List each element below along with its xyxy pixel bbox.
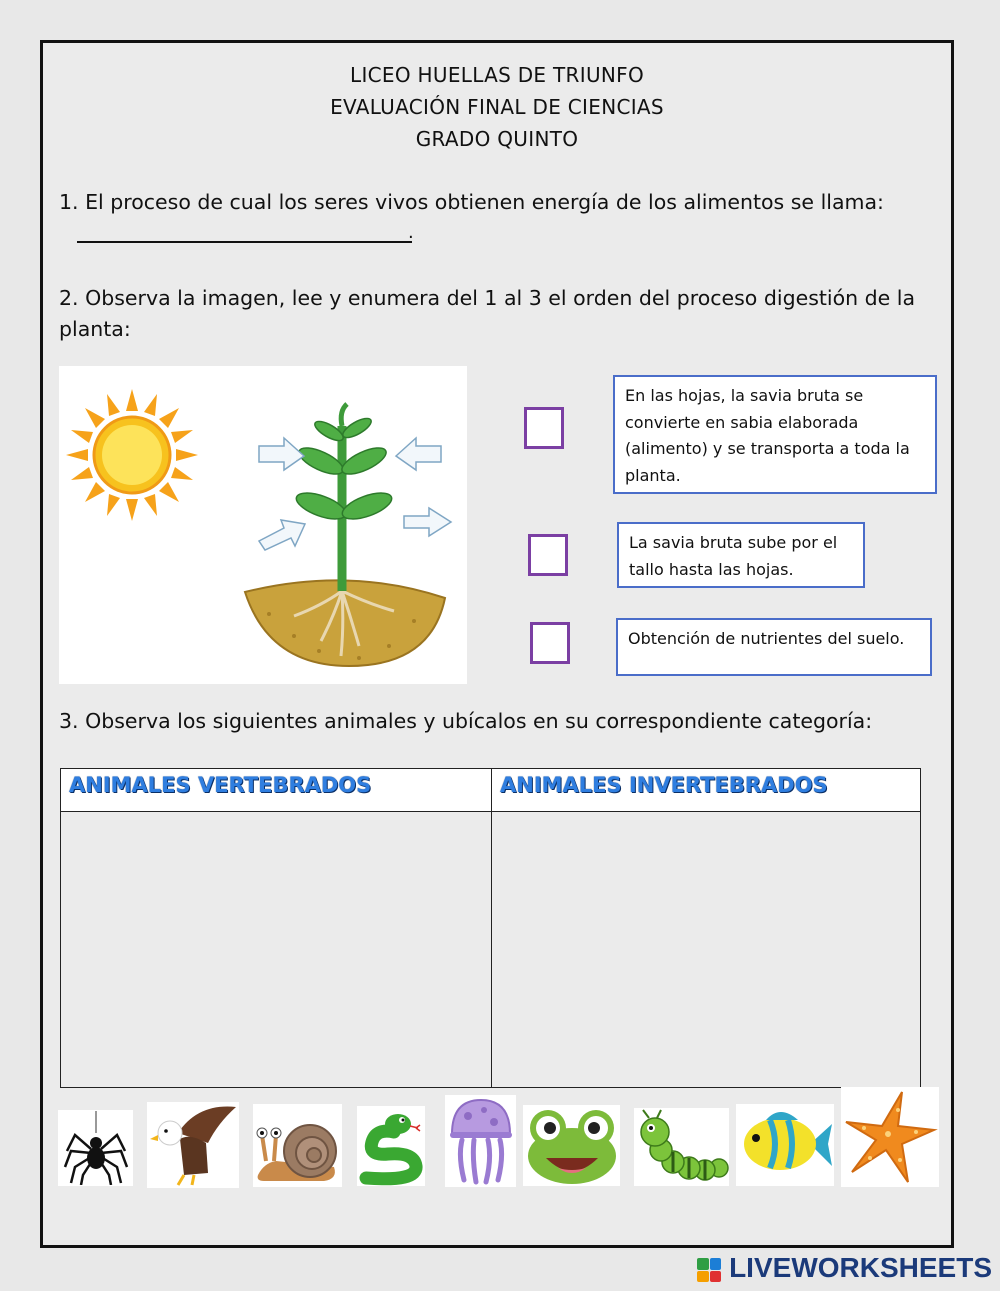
question-1-answer-period: . [408, 222, 414, 243]
grade-label: GRADO QUINTO [415, 127, 579, 151]
liveworksheets-logo-icon [697, 1258, 721, 1282]
frog-icon[interactable] [523, 1105, 620, 1186]
vertebrates-header [61, 769, 491, 812]
question-1-answer-input[interactable] [77, 217, 412, 243]
order-checkbox-2[interactable] [528, 534, 568, 576]
order-checkbox-3[interactable] [530, 622, 570, 664]
classification-table [60, 768, 921, 1088]
jellyfish-icon[interactable] [445, 1095, 516, 1187]
starfish-icon[interactable] [841, 1087, 939, 1187]
step-box-soil: Obtención de nutrientes del suelo. [616, 618, 932, 676]
vertebrates-column[interactable] [61, 769, 492, 1087]
invertebrates-header-label: ANIMALES INVERTEBRADOS [500, 773, 828, 797]
invertebrates-header [492, 769, 920, 812]
invertebrates-drop-zone[interactable] [492, 812, 920, 1087]
liveworksheets-brand: LIVEWORKSHEETS [729, 1252, 992, 1283]
step-box-leaves: En las hojas, la savia bruta se convierte en sabia elaborada (alimento) y se transporta a toda la planta. [613, 375, 937, 494]
plant-digestion-image [59, 366, 467, 684]
snake-icon[interactable] [357, 1106, 425, 1186]
eagle-icon[interactable] [147, 1102, 239, 1188]
school-name: LICEO HUELLAS DE TRIUNFO [350, 63, 644, 87]
exam-title: EVALUACIÓN FINAL DE CIENCIAS [330, 95, 664, 119]
snail-icon[interactable] [253, 1104, 342, 1187]
question-2-text-line1: 2. Observa la imagen, lee y enumera del 1 al 3 el orden del proceso digestión de la [59, 286, 916, 310]
vertebrates-header-label: ANIMALES VERTEBRADOS [69, 773, 372, 797]
spider-icon[interactable] [58, 1110, 133, 1186]
question-2-text-line2: planta: [59, 317, 131, 341]
fish-icon[interactable] [736, 1104, 834, 1186]
caterpillar-icon[interactable] [634, 1108, 729, 1186]
vertebrates-drop-zone[interactable] [61, 812, 491, 1087]
question-3-text: 3. Observa los siguientes animales y ubícalos en su correspondiente categoría: [59, 709, 873, 733]
step-box-stem: La savia bruta sube por el tallo hasta las hojas. [617, 522, 865, 588]
question-1-text: 1. El proceso de cual los seres vivos obtienen energía de los alimentos se llama: [59, 190, 884, 214]
invertebrates-column[interactable] [492, 769, 920, 1087]
sun-icon [66, 389, 198, 521]
order-checkbox-1[interactable] [524, 407, 564, 449]
